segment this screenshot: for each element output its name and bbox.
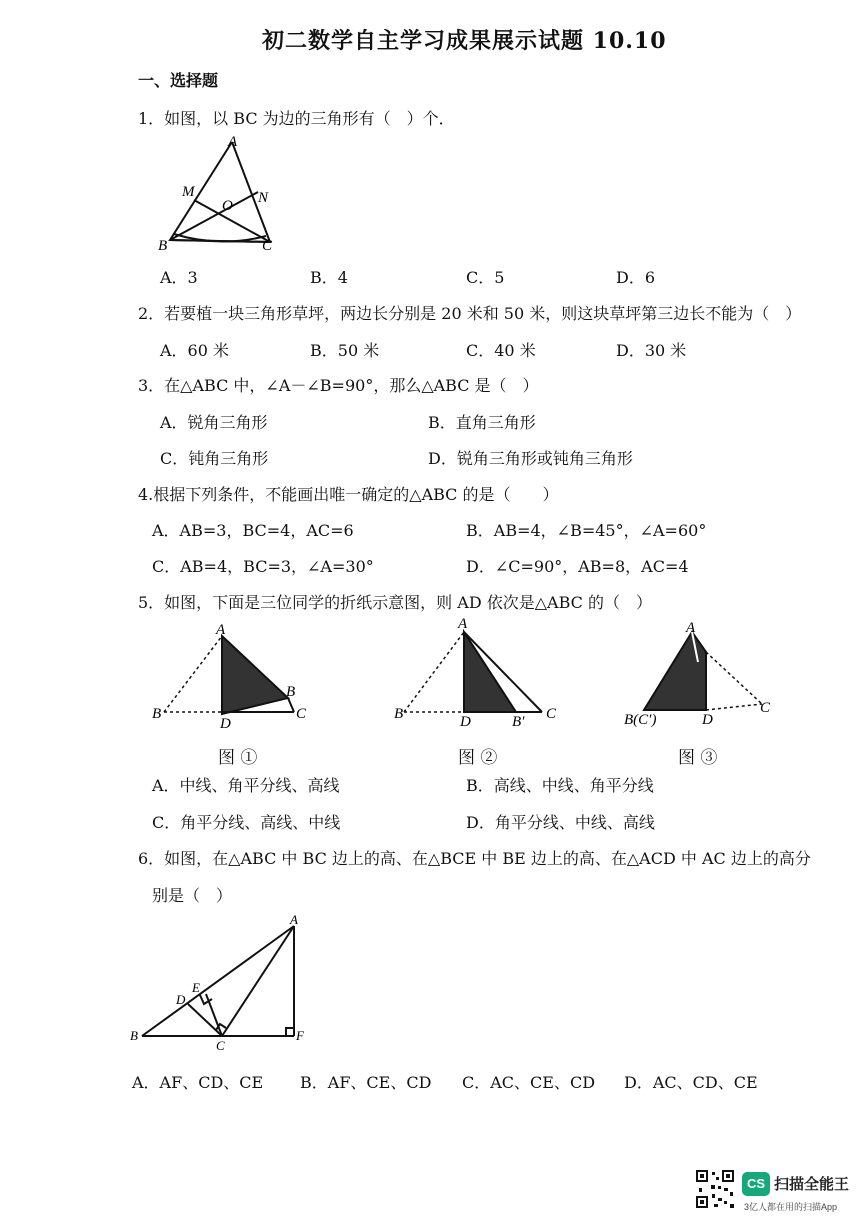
watermark-name: 扫描全能王 bbox=[774, 1176, 850, 1193]
fig3-label-a: A bbox=[686, 620, 696, 636]
fig3-label-bc: B(C′) bbox=[624, 712, 657, 728]
section-heading: 一、选择题 bbox=[138, 71, 219, 90]
fig2-caption: 图 ② bbox=[458, 748, 498, 768]
fig3-caption: 图 ③ bbox=[678, 748, 718, 768]
fig2-label-a: A bbox=[458, 616, 468, 632]
q6-label-d: D bbox=[176, 992, 186, 1007]
q2-option-b[interactable]: B．50 米 bbox=[310, 341, 380, 360]
fig2-label-c: C bbox=[546, 706, 557, 722]
q1-label-a: A bbox=[228, 134, 238, 150]
q2-option-a[interactable]: A．60 米 bbox=[160, 341, 230, 360]
fig3-label-d: D bbox=[702, 712, 713, 728]
q5-option-b[interactable]: B．高线、中线、角平分线 bbox=[466, 776, 654, 795]
fig1-label-d: D bbox=[220, 716, 231, 732]
fig3-label-c: C bbox=[760, 700, 771, 716]
q6-option-c[interactable]: C．AC、CE、CD bbox=[462, 1073, 596, 1092]
q1-option-d[interactable]: D．6 bbox=[616, 268, 656, 287]
fig1-label-a: A bbox=[216, 622, 226, 638]
qr-code-icon bbox=[694, 1168, 736, 1210]
q5-figure-2 bbox=[392, 612, 567, 732]
q6-label-f: F bbox=[296, 1028, 304, 1043]
q6-label-a: A bbox=[290, 912, 298, 927]
fig1-label-b-top: B bbox=[286, 684, 296, 700]
camscanner-logo-icon: CS bbox=[742, 1172, 770, 1196]
q2-option-c[interactable]: C．40 米 bbox=[466, 341, 536, 360]
q3-option-c[interactable]: C．钝角三角形 bbox=[160, 449, 269, 468]
q1-label-b: B bbox=[158, 238, 168, 254]
q4-option-a[interactable]: A．AB=3，BC=4，AC=6 bbox=[152, 521, 354, 540]
q3-option-b[interactable]: B．直角三角形 bbox=[428, 413, 536, 432]
question-6-figure bbox=[126, 912, 316, 1052]
question-4-stem: 4.根据下列条件，不能画出唯一确定的△ABC 的是（ ） bbox=[138, 485, 559, 504]
q1-option-a[interactable]: A．3 bbox=[160, 268, 198, 287]
question-1-stem: 1．如图，以 BC 为边的三角形有（ ）个． bbox=[138, 109, 455, 128]
q6-option-a[interactable]: A．AF、CD、CE bbox=[132, 1073, 264, 1092]
q1-label-o: O bbox=[222, 198, 233, 214]
q3-option-d[interactable]: D．锐角三角形或钝角三角形 bbox=[428, 449, 633, 468]
fig1-label-c: C bbox=[296, 706, 307, 722]
q5-figure-3 bbox=[622, 618, 782, 733]
q1-label-m: M bbox=[182, 184, 195, 200]
q1-label-n: N bbox=[258, 190, 269, 206]
q1-label-c: C bbox=[262, 238, 273, 254]
q1-option-c[interactable]: C．5 bbox=[466, 268, 505, 287]
fig2-label-b: B bbox=[394, 706, 404, 722]
fig2-label-d: D bbox=[460, 714, 471, 730]
q6-label-b: B bbox=[130, 1028, 138, 1043]
q3-option-a[interactable]: A．锐角三角形 bbox=[160, 413, 268, 432]
fig2-label-b-prime: B′ bbox=[512, 714, 525, 730]
q4-option-c[interactable]: C．AB=4，BC=3，∠A=30° bbox=[152, 557, 374, 576]
q4-option-d[interactable]: D．∠C=90°，AB=8，AC=4 bbox=[466, 557, 689, 576]
q5-figure-1 bbox=[150, 618, 325, 733]
q1-option-b[interactable]: B．4 bbox=[310, 268, 348, 287]
q5-option-c[interactable]: C．角平分线、高线、中线 bbox=[152, 813, 341, 832]
question-6-stem-line-1: 6．如图，在△ABC 中 BC 边上的高、在△BCE 中 BE 边上的高、在△ACD 中 AC 边上的高分 bbox=[138, 849, 811, 868]
question-1-figure bbox=[150, 130, 290, 255]
question-6-stem-line-2: 别是（ ） bbox=[152, 886, 233, 905]
q5-option-d[interactable]: D．角平分线、中线、高线 bbox=[466, 813, 655, 832]
q6-option-b[interactable]: B．AF、CE、CD bbox=[300, 1073, 432, 1092]
question-2-stem: 2．若要植一块三角形草坪，两边长分别是 20 米和 50 米，则这块草坪第三边长不能为（ ） bbox=[138, 304, 802, 323]
question-5-stem: 5．如图，下面是三位同学的折纸示意图，则 AD 依次是△ABC 的（ ） bbox=[138, 593, 652, 612]
fig1-label-b: B bbox=[152, 706, 162, 722]
q6-label-e: E bbox=[192, 980, 200, 995]
question-3-stem: 3．在△ABC 中，∠A－∠B=90°，那么△ABC 是（ ） bbox=[138, 376, 539, 395]
q2-option-d[interactable]: D．30 米 bbox=[616, 341, 687, 360]
q6-option-d[interactable]: D．AC、CD、CE bbox=[624, 1073, 758, 1092]
fig1-caption: 图 ① bbox=[218, 748, 258, 768]
page-title: 初二数学自主学习成果展示试题 10.10 bbox=[262, 28, 667, 54]
q4-option-b[interactable]: B．AB=4，∠B=45°，∠A=60° bbox=[466, 521, 707, 540]
q5-option-a[interactable]: A．中线、角平分线、高线 bbox=[152, 776, 340, 795]
q6-label-c: C bbox=[216, 1038, 225, 1053]
watermark-tagline: 3亿人都在用的扫描App bbox=[744, 1202, 838, 1212]
